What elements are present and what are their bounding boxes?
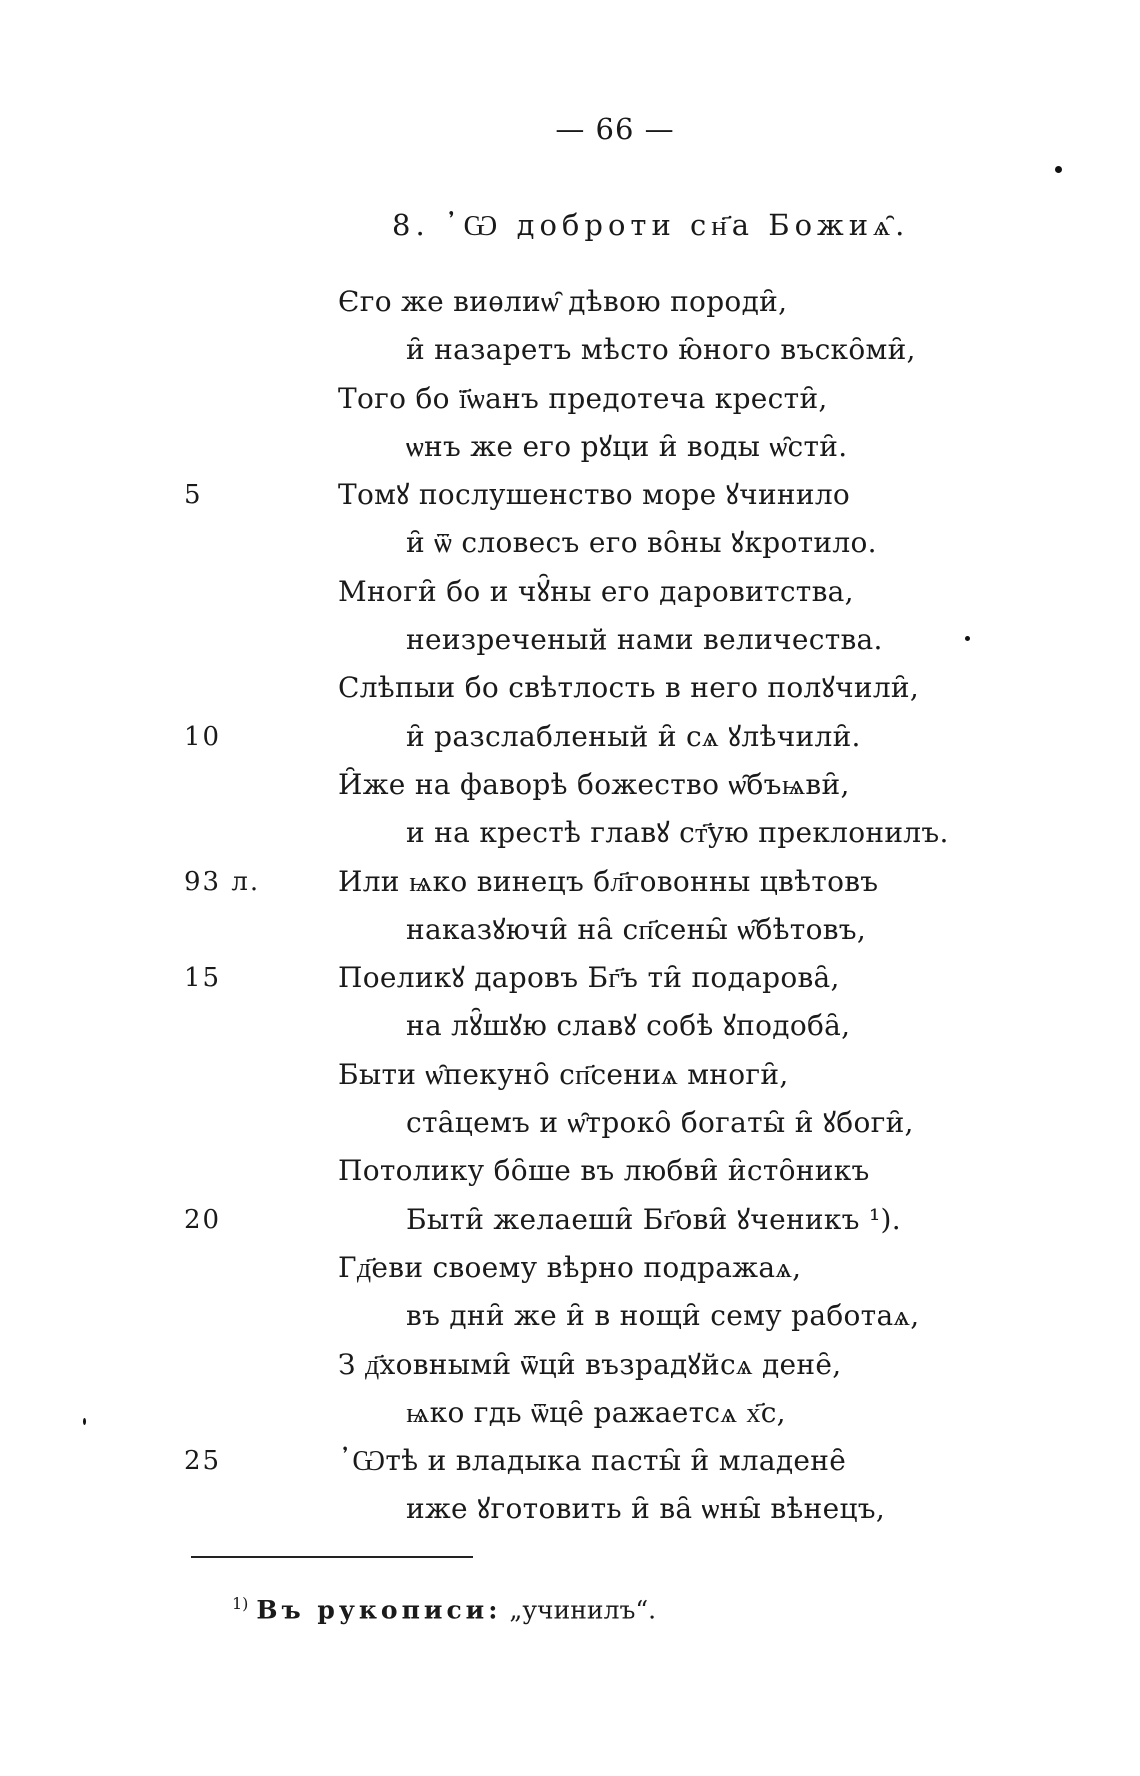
line-text: ста̑цемъ и ѡ̑троко̑ богаты̑ и̑ ꙋбоги̑, xyxy=(406,1106,914,1140)
poem-line xyxy=(0,1002,1140,1050)
line-text: Того бо ї҃ѡанъ предотеча крести̑, xyxy=(338,381,828,415)
poem-line xyxy=(0,1099,1140,1147)
line-text: Многи̑ бо и чꙋ̑ны его даровитства, xyxy=(338,574,854,608)
poem-line xyxy=(0,1485,1140,1533)
poem-body xyxy=(0,278,1140,1534)
poem-line xyxy=(0,1051,1140,1099)
line-text: иже ꙋготовить и̑ ва̑ ѡны̑ вѣнецъ, xyxy=(406,1492,886,1526)
poem-line xyxy=(0,858,1140,906)
poem-line xyxy=(0,1244,1140,1292)
line-number: 10 xyxy=(184,721,222,752)
line-text: Томꙋ послушенство море ꙋчинило xyxy=(338,478,851,512)
line-text: Быти ѡ̑пекуно̑ сп҃сениѧ многи̑, xyxy=(338,1057,789,1091)
poem-line xyxy=(0,954,1140,1002)
poem-line xyxy=(0,809,1140,857)
line-text: Потолику бо̑ше въ любви̑ и̑сто̑никъ xyxy=(338,1154,870,1188)
footnote-text: „учинилъ“. xyxy=(509,1595,657,1625)
poem-line xyxy=(0,375,1140,423)
poem-line xyxy=(0,664,1140,712)
poem-line xyxy=(0,1341,1140,1389)
poem-line xyxy=(0,713,1140,761)
poem-line xyxy=(0,471,1140,519)
ink-speck xyxy=(1055,166,1062,173)
poem-line xyxy=(0,423,1140,471)
line-text: на лꙋ̑шꙋю славꙋ собѣ ꙋподоба̑, xyxy=(406,1009,851,1043)
line-text: Гд҃еви своему вѣрно подражаѧ, xyxy=(338,1250,802,1284)
line-number: 20 xyxy=(184,1204,222,1235)
poem-line xyxy=(0,1389,1140,1437)
poem-line xyxy=(0,519,1140,567)
ink-speck xyxy=(83,1418,86,1425)
line-text: Єго же виѳлиѡ̑ дѣвою породи̑, xyxy=(338,285,788,318)
ink-speck xyxy=(965,636,970,641)
footnote-rule xyxy=(191,1556,473,1558)
footnote-label: Въ рукописи: xyxy=(256,1595,502,1625)
poem-line xyxy=(0,1437,1140,1485)
line-number: 93 л. xyxy=(184,866,261,897)
line-text: И̑же на фаворѣ божество ѡ̑бъѩви̑, xyxy=(338,767,850,801)
poem-line xyxy=(0,568,1140,616)
page-number: — 66 — xyxy=(555,112,675,146)
poem-line xyxy=(0,1147,1140,1195)
line-text: въ дни̑ же и̑ в нощи̑ сему работаѧ, xyxy=(406,1299,920,1333)
poem-line xyxy=(0,761,1140,809)
line-text: и на крестѣ главꙋ ст҃ую преклонилъ. xyxy=(406,816,949,850)
footnote-mark: 1) xyxy=(232,1594,249,1613)
line-text: и̑ назаретъ мѣсто ю̑ного въско̑ми̑, xyxy=(406,333,916,367)
footnote xyxy=(232,1594,656,1624)
line-text: ѩко гдь ѿце̑ ражаетсѧ х҃с, xyxy=(406,1395,786,1429)
line-text: ᾽Ѡтѣ и владыка пасты̑ и̑ младене̑ xyxy=(338,1444,847,1478)
line-text: ѡнъ же его рꙋци и̑ воды ѡ̑сти̑. xyxy=(406,429,848,463)
poem-line xyxy=(0,1292,1140,1340)
line-text: Поеликꙋ даровъ Бг҃ъ ти̑ подарова̑, xyxy=(338,961,840,995)
poem-line xyxy=(0,906,1140,954)
line-number: 25 xyxy=(184,1446,222,1477)
line-text: неизреченый нами величества. xyxy=(406,623,883,657)
poem-line xyxy=(0,1196,1140,1244)
line-text: и̑ разслабленый и̑ сѧ ꙋлѣчили̑. xyxy=(406,719,861,753)
line-text: Слѣпыи бо свѣтлость в него полꙋчили̑, xyxy=(338,671,920,705)
poem-line xyxy=(0,326,1140,374)
line-text: З д҃ховными̑ ѿци̑ възрадꙋйсѧ дене̑, xyxy=(338,1347,842,1381)
line-number: 15 xyxy=(184,963,222,994)
line-text: Или ѩко винецъ бл҃говонны цвѣтовъ xyxy=(338,864,879,898)
line-text: Быти̑ желаеши̑ Бг҃ови̑ ꙋченикъ ¹). xyxy=(406,1202,901,1236)
poem-line xyxy=(0,278,1140,326)
line-number: 5 xyxy=(184,480,203,511)
line-text: наказꙋючи̑ на̑ сп҃сены̑ ѡ̑бѣтовъ, xyxy=(406,912,867,946)
line-text: и̑ ѿ словесъ его во̑ны ꙋкротило. xyxy=(406,526,877,560)
poem-title: 8. ᾽Ѡ доброти сн҃а Божиѧ̑. xyxy=(392,208,910,242)
